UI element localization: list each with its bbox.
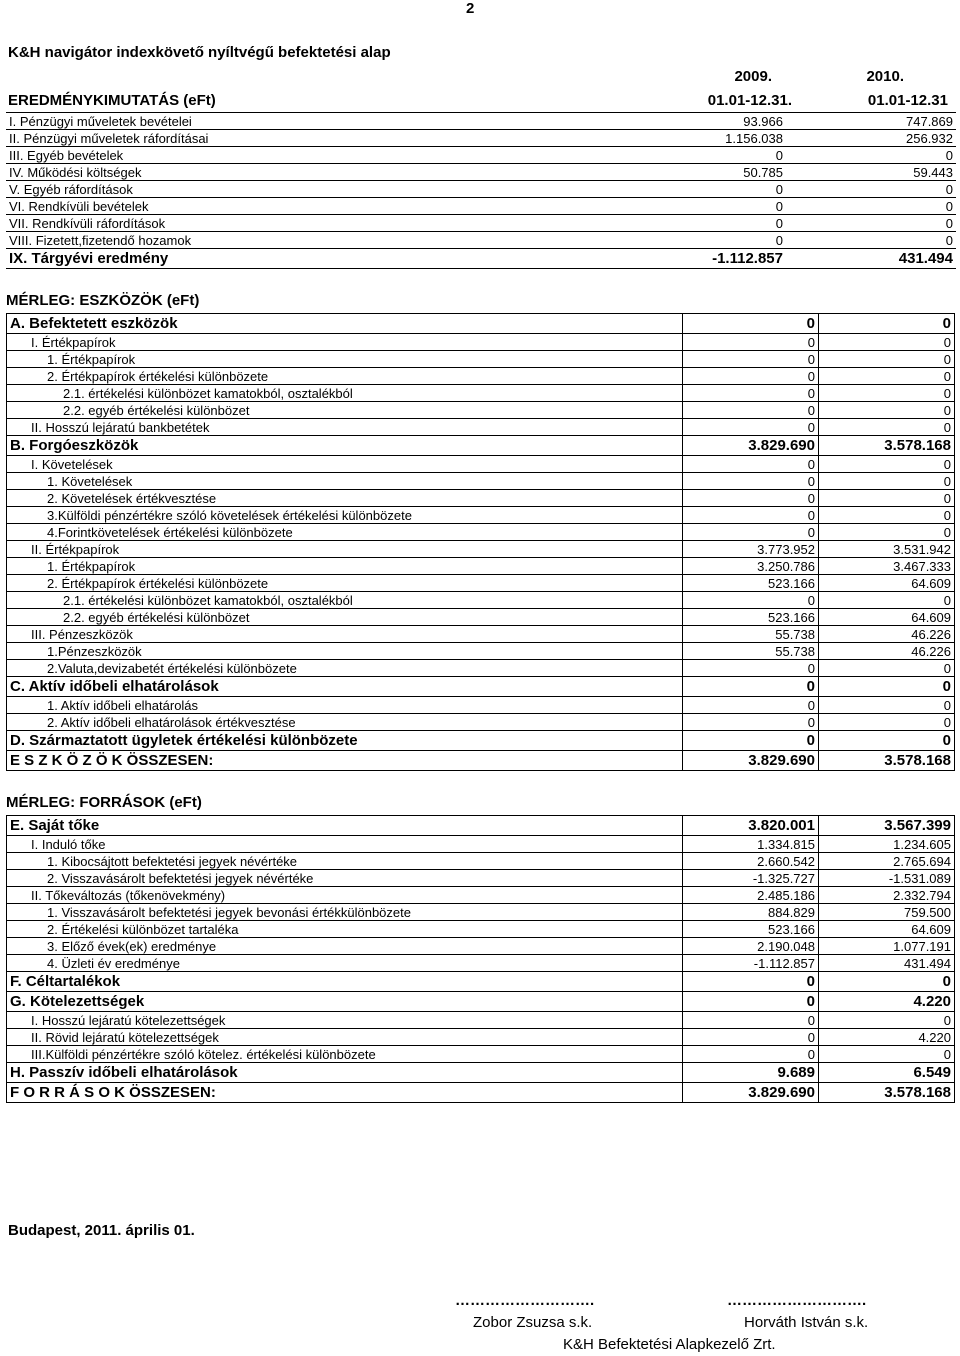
liability-row — [7, 887, 955, 904]
asset-row — [7, 697, 955, 714]
liability-row-label: II. Tőkeváltozás (tőkenövekmény) — [7, 887, 683, 904]
liability-row-value-2010: 0 — [819, 1046, 955, 1063]
asset-row-value-2009: 0 — [683, 507, 819, 524]
asset-row — [7, 314, 955, 334]
asset-row-label: II. Hosszú lejáratú bankbetétek — [7, 419, 683, 436]
asset-row-value-2009: 0 — [683, 660, 819, 677]
asset-row-value-2010: 0 — [819, 524, 955, 541]
asset-row-value-2010: 0 — [819, 473, 955, 490]
asset-row-label: 2.1. értékelési különbözet kamatokból, osztalékból — [7, 592, 683, 609]
asset-row — [7, 643, 955, 660]
income-row-value-2010: 431.494 — [786, 249, 956, 269]
assets-heading: MÉRLEG: ESZKÖZÖK (eFt) — [6, 292, 200, 309]
asset-row — [7, 334, 955, 351]
asset-row — [7, 402, 955, 419]
column-period-2010: 01.01-12.31 — [867, 92, 948, 109]
liability-row — [7, 1063, 955, 1083]
income-row-label: V. Egyéb ráfordítások — [6, 181, 676, 198]
liability-row — [7, 1029, 955, 1046]
asset-row-value-2010: 46.226 — [819, 643, 955, 660]
income-row — [6, 232, 956, 249]
asset-row — [7, 714, 955, 731]
income-row-label: III. Egyéb bevételek — [6, 147, 676, 164]
liability-row — [7, 1083, 955, 1103]
liability-row-value-2009: 0 — [683, 972, 819, 992]
asset-row-value-2009: 0 — [683, 524, 819, 541]
asset-row-value-2010: 64.609 — [819, 575, 955, 592]
income-row — [6, 181, 956, 198]
asset-row-label: III. Pénzeszközök — [7, 626, 683, 643]
asset-row-value-2010: 0 — [819, 314, 955, 334]
asset-row-value-2009: 0 — [683, 419, 819, 436]
asset-row-value-2009: 0 — [683, 490, 819, 507]
income-row-value-2009: -1.112.857 — [676, 249, 786, 269]
asset-row — [7, 660, 955, 677]
asset-row — [7, 436, 955, 456]
liability-row-value-2009: 3.829.690 — [683, 1083, 819, 1103]
liability-row — [7, 921, 955, 938]
asset-row — [7, 473, 955, 490]
asset-row-label: 1. Követelések — [7, 473, 683, 490]
asset-row-value-2010: 46.226 — [819, 626, 955, 643]
asset-row-label: I. Követelések — [7, 456, 683, 473]
liability-row-value-2010: 2.765.694 — [819, 853, 955, 870]
liabilities-heading: MÉRLEG: FORRÁSOK (eFt) — [6, 794, 202, 811]
asset-row-value-2010: 0 — [819, 351, 955, 368]
asset-row — [7, 351, 955, 368]
asset-row-value-2010: 3.578.168 — [819, 751, 955, 771]
liability-row-value-2010: 4.220 — [819, 1029, 955, 1046]
asset-row — [7, 368, 955, 385]
asset-row — [7, 385, 955, 402]
asset-row-value-2009: 3.829.690 — [683, 436, 819, 456]
liability-row-value-2009: 3.820.001 — [683, 816, 819, 836]
liability-row-value-2009: 0 — [683, 1046, 819, 1063]
asset-row-value-2010: 3.578.168 — [819, 436, 955, 456]
liability-row-label: 2. Visszavásárolt befektetési jegyek névértéke — [7, 870, 683, 887]
asset-row — [7, 626, 955, 643]
income-row-value-2010: 747.869 — [786, 113, 956, 130]
asset-row-label: E S Z K Ö Z Ö K ÖSSZESEN: — [7, 751, 683, 771]
liability-row-label: 4. Üzleti év eredménye — [7, 955, 683, 972]
asset-row-label: 2. Aktív időbeli elhatárolások értékvesztése — [7, 714, 683, 731]
liability-row-value-2009: -1.325.727 — [683, 870, 819, 887]
asset-row-label: 2.2. egyéb értékelési különbözet — [7, 402, 683, 419]
income-row-value-2009: 1.156.038 — [676, 130, 786, 147]
income-row-label: IV. Működési költségek — [6, 164, 676, 181]
asset-row-value-2010: 0 — [819, 456, 955, 473]
asset-row-value-2009: 55.738 — [683, 626, 819, 643]
income-row-label: VIII. Fizetett,fizetendő hozamok — [6, 232, 676, 249]
liability-row-value-2010: 759.500 — [819, 904, 955, 921]
liability-row-value-2010: -1.531.089 — [819, 870, 955, 887]
liability-row-label: 3. Előző évek(ek) eredménye — [7, 938, 683, 955]
liability-row — [7, 972, 955, 992]
liability-row-value-2009: 523.166 — [683, 921, 819, 938]
asset-row — [7, 507, 955, 524]
liability-row-value-2009: 0 — [683, 1012, 819, 1029]
asset-row-label: C. Aktív időbeli elhatárolások — [7, 677, 683, 697]
asset-row-value-2009: 523.166 — [683, 609, 819, 626]
column-year-2010: 2010. — [866, 68, 904, 85]
asset-row-label: II. Értékpapírok — [7, 541, 683, 558]
asset-row-label: 2.1. értékelési különbözet kamatokból, osztalékból — [7, 385, 683, 402]
column-year-2009: 2009. — [734, 68, 772, 85]
income-row-value-2010: 0 — [786, 198, 956, 215]
asset-row-label: 2. Értékpapírok értékelési különbözete — [7, 368, 683, 385]
asset-row — [7, 419, 955, 436]
asset-row-value-2009: 0 — [683, 697, 819, 714]
income-row-value-2009: 0 — [676, 198, 786, 215]
asset-row-value-2010: 0 — [819, 731, 955, 751]
income-row — [6, 164, 956, 181]
liability-row-label: III.Külföldi pénzértékre szóló kötelez. értékelési különbözete — [7, 1046, 683, 1063]
income-row-value-2010: 0 — [786, 232, 956, 249]
income-row — [6, 113, 956, 130]
liability-row-value-2010: 3.567.399 — [819, 816, 955, 836]
asset-row-value-2009: 0 — [683, 456, 819, 473]
asset-row — [7, 751, 955, 771]
asset-row-label: 1. Értékpapírok — [7, 558, 683, 575]
liability-row-value-2009: -1.112.857 — [683, 955, 819, 972]
liability-row-value-2009: 0 — [683, 1029, 819, 1046]
page-number: 2 — [466, 0, 475, 17]
liability-row-value-2010: 2.332.794 — [819, 887, 955, 904]
asset-row — [7, 456, 955, 473]
signature-line-2: ………………………. — [727, 1292, 867, 1309]
income-row-label: VI. Rendkívüli bevételek — [6, 198, 676, 215]
liability-row — [7, 1012, 955, 1029]
asset-row-label: 1. Aktív időbeli elhatárolás — [7, 697, 683, 714]
income-row-value-2010: 0 — [786, 147, 956, 164]
asset-row-value-2009: 3.773.952 — [683, 541, 819, 558]
asset-row-value-2009: 3.250.786 — [683, 558, 819, 575]
liability-row-label: G. Kötelezettségek — [7, 992, 683, 1012]
liability-row-value-2009: 884.829 — [683, 904, 819, 921]
liability-row-value-2010: 0 — [819, 972, 955, 992]
liability-row-label: II. Rövid lejáratú kötelezettségek — [7, 1029, 683, 1046]
income-row-value-2010: 256.932 — [786, 130, 956, 147]
liability-row-value-2010: 1.077.191 — [819, 938, 955, 955]
column-period-2009: 01.01-12.31. — [707, 92, 792, 109]
liability-row-label: 2. Értékelési különbözet tartaléka — [7, 921, 683, 938]
liability-row-label: I. Induló tőke — [7, 836, 683, 853]
income-row-label: VII. Rendkívüli ráfordítások — [6, 215, 676, 232]
liability-row — [7, 904, 955, 921]
asset-row-label: 4.Forintkövetelések értékelési különbözete — [7, 524, 683, 541]
asset-row-value-2010: 0 — [819, 402, 955, 419]
income-row-value-2009: 0 — [676, 232, 786, 249]
asset-row-value-2009: 0 — [683, 351, 819, 368]
asset-row-value-2010: 0 — [819, 507, 955, 524]
asset-row-value-2010: 0 — [819, 714, 955, 731]
income-row — [6, 215, 956, 232]
income-row — [6, 249, 956, 269]
asset-row-value-2009: 0 — [683, 677, 819, 697]
liability-row-label: 1. Kibocsájtott befektetési jegyek névértéke — [7, 853, 683, 870]
income-row — [6, 198, 956, 215]
asset-row-label: 1. Értékpapírok — [7, 351, 683, 368]
asset-row — [7, 575, 955, 592]
asset-row — [7, 731, 955, 751]
liability-row — [7, 955, 955, 972]
signer-1: Zobor Zsuzsa s.k. — [473, 1314, 593, 1331]
liability-row-label: F. Céltartalékok — [7, 972, 683, 992]
asset-row-value-2010: 3.467.333 — [819, 558, 955, 575]
liability-row-value-2009: 2.190.048 — [683, 938, 819, 955]
asset-row-value-2009: 0 — [683, 592, 819, 609]
asset-row-value-2010: 0 — [819, 490, 955, 507]
company-name: K&H Befektetési Alapkezelő Zrt. — [563, 1336, 776, 1353]
asset-row-label: A. Befektetett eszközök — [7, 314, 683, 334]
income-row-value-2010: 0 — [786, 181, 956, 198]
signer-2: Horváth István s.k. — [744, 1314, 869, 1331]
income-row-value-2009: 0 — [676, 147, 786, 164]
liability-row-label: 1. Visszavásárolt befektetési jegyek bevonási értékkülönbözete — [7, 904, 683, 921]
income-row-value-2010: 0 — [786, 215, 956, 232]
liability-row — [7, 816, 955, 836]
asset-row-value-2009: 0 — [683, 334, 819, 351]
income-row — [6, 130, 956, 147]
asset-row-value-2010: 0 — [819, 660, 955, 677]
asset-row-label: I. Értékpapírok — [7, 334, 683, 351]
income-row-value-2009: 93.966 — [676, 113, 786, 130]
asset-row-value-2010: 0 — [819, 677, 955, 697]
liability-row-value-2010: 64.609 — [819, 921, 955, 938]
liability-row-value-2010: 431.494 — [819, 955, 955, 972]
asset-row-value-2009: 0 — [683, 385, 819, 402]
liability-row-value-2009: 9.689 — [683, 1063, 819, 1083]
asset-row-label: B. Forgóeszközök — [7, 436, 683, 456]
income-row-value-2009: 50.785 — [676, 164, 786, 181]
liability-row-label: H. Passzív időbeli elhatárolások — [7, 1063, 683, 1083]
income-row-value-2009: 0 — [676, 215, 786, 232]
liability-row-value-2010: 0 — [819, 1012, 955, 1029]
liability-row-value-2009: 2.660.542 — [683, 853, 819, 870]
income-row-value-2009: 0 — [676, 181, 786, 198]
asset-row-value-2010: 64.609 — [819, 609, 955, 626]
income-row-value-2010: 59.443 — [786, 164, 956, 181]
asset-row-value-2009: 0 — [683, 473, 819, 490]
income-row-label: II. Pénzügyi műveletek ráfordításai — [6, 130, 676, 147]
asset-row — [7, 524, 955, 541]
asset-row — [7, 609, 955, 626]
asset-row-label: 3.Külföldi pénzértékre szóló követelések értékelési különbözete — [7, 507, 683, 524]
liability-row — [7, 992, 955, 1012]
liability-row-value-2010: 3.578.168 — [819, 1083, 955, 1103]
liability-row-label: E. Saját tőke — [7, 816, 683, 836]
liability-row — [7, 938, 955, 955]
asset-row — [7, 541, 955, 558]
asset-row-value-2010: 3.531.942 — [819, 541, 955, 558]
asset-row-value-2009: 0 — [683, 368, 819, 385]
asset-row-value-2010: 0 — [819, 385, 955, 402]
asset-row-value-2009: 3.829.690 — [683, 751, 819, 771]
asset-row-value-2010: 0 — [819, 368, 955, 385]
place-and-date: Budapest, 2011. április 01. — [8, 1222, 195, 1239]
signature-line-1: ………………………. — [455, 1292, 595, 1309]
asset-row-label: 2. Értékpapírok értékelési különbözete — [7, 575, 683, 592]
liability-row-value-2009: 1.334.815 — [683, 836, 819, 853]
income-statement-table — [6, 112, 956, 269]
asset-row — [7, 592, 955, 609]
asset-row — [7, 677, 955, 697]
asset-row-value-2009: 0 — [683, 402, 819, 419]
asset-row-value-2009: 0 — [683, 314, 819, 334]
asset-row-label: 2. Követelések értékvesztése — [7, 490, 683, 507]
asset-row — [7, 558, 955, 575]
asset-row-label: D. Származtatott ügyletek értékelési különbözete — [7, 731, 683, 751]
income-row-label: I. Pénzügyi műveletek bevételei — [6, 113, 676, 130]
liability-row-value-2009: 2.485.186 — [683, 887, 819, 904]
asset-row-value-2010: 0 — [819, 592, 955, 609]
liabilities-table — [6, 815, 955, 1103]
asset-row-label: 2.2. egyéb értékelési különbözet — [7, 609, 683, 626]
asset-row-value-2009: 0 — [683, 731, 819, 751]
asset-row-value-2010: 0 — [819, 697, 955, 714]
liability-row — [7, 1046, 955, 1063]
liability-row — [7, 870, 955, 887]
asset-row — [7, 490, 955, 507]
income-row-label: IX. Tárgyévi eredmény — [6, 249, 676, 269]
liability-row-value-2009: 0 — [683, 992, 819, 1012]
liability-row-value-2010: 6.549 — [819, 1063, 955, 1083]
asset-row-label: 2.Valuta,devizabetét értékelési különbözete — [7, 660, 683, 677]
liability-row — [7, 836, 955, 853]
liability-row-value-2010: 1.234.605 — [819, 836, 955, 853]
asset-row-value-2010: 0 — [819, 334, 955, 351]
asset-row-label: 1.Pénzeszközök — [7, 643, 683, 660]
document-title: K&H navigátor indexkövető nyíltvégű befektetési alap — [8, 44, 391, 61]
income-row — [6, 147, 956, 164]
liability-row-label: I. Hosszú lejáratú kötelezettségek — [7, 1012, 683, 1029]
asset-row-value-2009: 55.738 — [683, 643, 819, 660]
asset-row-value-2009: 0 — [683, 714, 819, 731]
liability-row-value-2010: 4.220 — [819, 992, 955, 1012]
liability-row-label: F O R R Á S O K ÖSSZESEN: — [7, 1083, 683, 1103]
liability-row — [7, 853, 955, 870]
assets-table — [6, 313, 955, 771]
asset-row-value-2009: 523.166 — [683, 575, 819, 592]
asset-row-value-2010: 0 — [819, 419, 955, 436]
income-statement-heading: EREDMÉNYKIMUTATÁS (eFt) — [8, 92, 216, 109]
